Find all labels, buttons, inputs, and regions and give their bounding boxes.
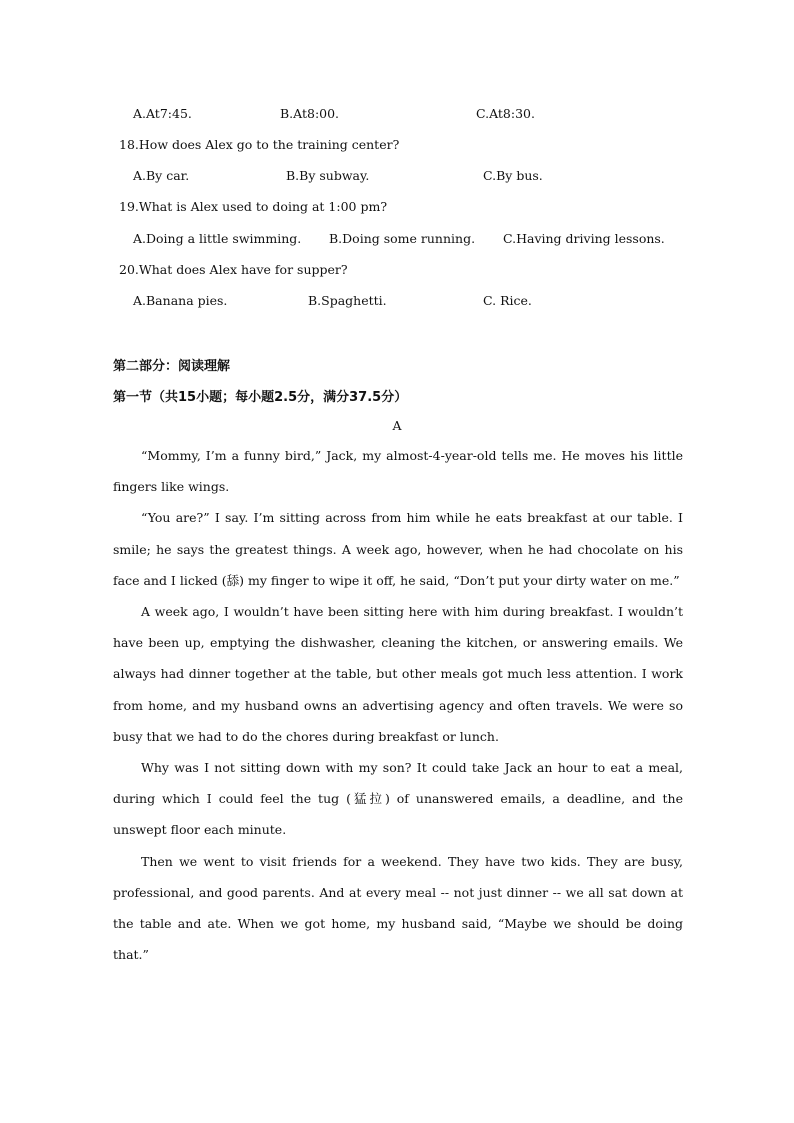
- option-a: A.At7:45.: [133, 106, 192, 121]
- subsection-title: 第一节（共15小题；每小题2.5分，满分37.5分）: [113, 390, 408, 405]
- option-c: C.Having driving lessons.: [503, 231, 665, 246]
- question-number: 20.: [119, 262, 139, 277]
- passage-paragraph: “You are?” I say. I’m sitting across from him while he eats breakfast at our table. I smile; he says the greatest things. A week ago, however, when he had chocolate on his face and I licked (舔) my finger to wipe it off, he said, “Don’t put your dirty water on me.”: [113, 510, 683, 588]
- question-18: [119, 137, 399, 152]
- passage-paragraph: A week ago, I wouldn’t have been sitting here with him during breakfast. I wouldn’t have been up, emptying the dishwasher, cleaning the kitchen, or answering emails. We always had dinner together at the table, but other meals got much less attention. I work from home, and my husband owns an advertising agency and often travels. We were so busy that we had to do the chores during breakfast or lunch.: [113, 604, 683, 744]
- question-text: What does Alex have for supper?: [138, 262, 348, 277]
- option-c: C.By bus.: [483, 168, 543, 183]
- passage-paragraph: Why was I not sitting down with my son? It could take Jack an hour to eat a meal, during which I could feel the tug (猛拉) of unanswered emails, a deadline, and the unswept floor each minute.: [113, 760, 683, 838]
- question-number: 19.: [119, 199, 139, 214]
- option-b: B.Spaghetti.: [308, 293, 387, 308]
- option-b: B.Doing some running.: [329, 231, 476, 246]
- option-c: C.At8:30.: [476, 106, 535, 121]
- option-a: A.Doing a little swimming.: [133, 231, 302, 246]
- question-20: [119, 262, 348, 277]
- part-title: 第二部分：阅读理解: [113, 359, 231, 374]
- option-b: B.By subway.: [286, 168, 370, 183]
- passage-paragraph: Then we went to visit friends for a weekend. They have two kids. They are busy, professional, and good parents. And at every meal -- not just dinner -- we all sat down at the table and ate. When we got home, my husband said, “Maybe we should be doing that.”: [113, 853, 683, 963]
- reading-passage: [113, 440, 683, 970]
- option-c: C. Rice.: [483, 293, 532, 308]
- option-a: A.Banana pies.: [133, 293, 228, 308]
- question-19: [119, 199, 387, 214]
- passage-label: A: [392, 418, 402, 433]
- option-b: B.At8:00.: [280, 106, 340, 121]
- question-number: 18.: [119, 137, 139, 152]
- passage-paragraph: “Mommy, I’m a funny bird,” Jack, my almost-4-year-old tells me. He moves his little fingers like wings.: [113, 448, 683, 495]
- question-text: How does Alex go to the training center?: [138, 137, 400, 152]
- option-a: A.By car.: [133, 168, 190, 183]
- question-text: What is Alex used to doing at 1:00 pm?: [138, 199, 388, 214]
